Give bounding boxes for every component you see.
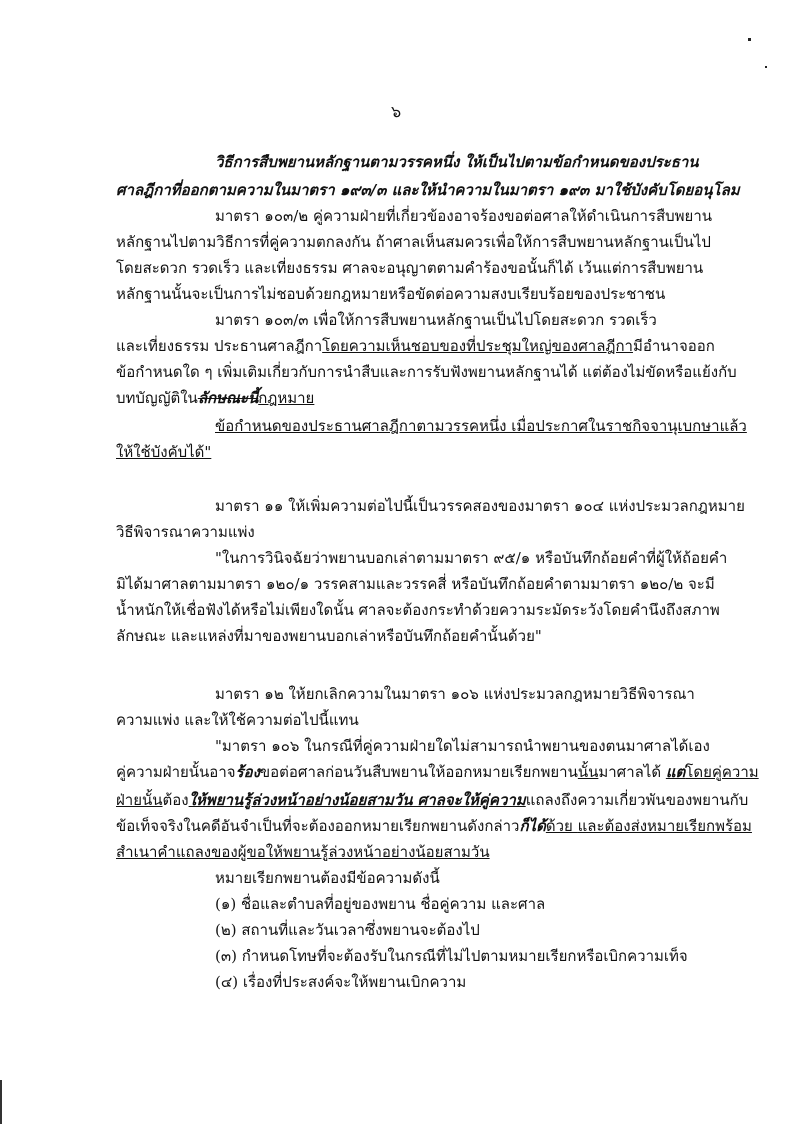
deleted-text: ลักษณะนี้ bbox=[197, 389, 259, 407]
s12-line-2: ความแพ่ง และให้ใช้ความต่อไปนี้แทน bbox=[116, 711, 359, 729]
s103-3-line-1: มาตรา ๑๐๓/๓ เพื่อให้การสืบพยานหลักฐานเป็นไปโดยสะดวก รวดเร็ว bbox=[215, 311, 657, 329]
s103-3-line-3: ข้อกำหนดใด ๆ เพิ่มเติมเกี่ยวกับการนำสืบและการรับฟังพยานหลักฐานได้ แต่ต้องไม่ขัดหรือแย้งกับ bbox=[116, 363, 737, 381]
amended-text: ให้พยานรู้ล่วงหน้าอย่างน้อยสามวัน ศาลจะให้คู่ความ bbox=[188, 791, 526, 809]
s103-2-line-4: หลักฐานนั้นจะเป็นการไม่ชอบด้วยกฎหมายหรือขัดต่อความสงบเรียบร้อยของประชาชน bbox=[116, 285, 666, 303]
s12-item-2: (๒) สถานที่และวันเวลาซึ่งพยานจะต้องไป bbox=[215, 921, 480, 939]
s12-item-3: (๓) กำหนดโทษที่จะต้องรับในกรณีที่ไม่ไปตามหมายเรียกหรือเบิกความเท็จ bbox=[215, 947, 688, 965]
s11-line-1: มาตรา ๑๑ ให้เพิ่มความต่อไปนี้เป็นวรรคสองของมาตรา ๑๐๔ แห่งประมวลกฎหมาย bbox=[215, 497, 745, 515]
scan-edge-mark bbox=[0, 1080, 2, 1124]
inserted-text: กฎหมาย bbox=[258, 389, 315, 407]
s12-line-5: ฝ่ายนั้นต้องให้พยานรู้ล่วงหน้าอย่างน้อยสามวัน ศาลจะให้คู่ความแถลงถึงความเกี่ยวพันของพยานกับ bbox=[116, 791, 749, 809]
s103-2-line-1: มาตรา ๑๐๓/๒ คู่ความฝ่ายที่เกี่ยวข้องอาจร้องขอต่อศาลให้ดำเนินการสืบพยาน bbox=[215, 207, 712, 225]
inserted-text: โดยความเห็นชอบของที่ประชุมใหญ่ของศาลฎีกา bbox=[322, 337, 633, 355]
s11-line-4: มิได้มาศาลตามมาตรา ๑๒๐/๑ วรรคสามและวรรคสี่ หรือบันทึกถ้อยคำตามมาตรา ๑๒๐/๒ จะมี bbox=[116, 575, 715, 593]
heading-line-2: ศาลฎีกาที่ออกตามความในมาตรา ๑๙๓/๓ และให้นำความในมาตรา ๑๙๓ มาใช้บังคับโดยอนุโลม bbox=[116, 181, 740, 199]
inserted-text: ร้อง bbox=[235, 763, 260, 781]
s11-line-2: วิธีพิจารณาความแพ่ง bbox=[116, 523, 255, 541]
s11-line-6: ลักษณะ และแหล่งที่มาของพยานบอกเล่าหรือบันทึกถ้อยคำนั้นด้วย" bbox=[116, 627, 542, 645]
s103-2-line-2: หลักฐานไปตามวิธีการที่คู่ความตกลงกัน ถ้าศาลเห็นสมควรเพื่อให้การสืบพยานหลักฐานเป็นไป bbox=[116, 233, 711, 251]
s12-line-3: "มาตรา ๑๐๖ ในกรณีที่คู่ความฝ่ายใดไม่สามารถนำพยานของตนมาศาลได้เอง bbox=[215, 737, 710, 755]
heading-line-1: วิธีการสืบพยานหลักฐานตามวรรคหนึ่ง ให้เป็นไปตามข้อกำหนดของประธาน bbox=[215, 153, 699, 171]
s12-item-1: (๑) ชื่อและตำบลที่อยู่ของพยาน ชื่อคู่ความ และศาล bbox=[215, 895, 546, 913]
s103-2-line-3: โดยสะดวก รวดเร็ว และเที่ยงธรรม ศาลจะอนุญาตตามคำร้องขอนั้นก็ได้ เว้นแต่การสืบพยาน bbox=[116, 259, 704, 277]
scan-speck bbox=[765, 66, 767, 68]
s12-item-4: (๔) เรื่องที่ประสงค์จะให้พยานเบิกความ bbox=[215, 973, 467, 991]
s103-3-line-5: ข้อกำหนดของประธานศาลฎีกาตามวรรคหนึ่ง เมื่อประกาศในราชกิจจานุเบกษาแล้ว bbox=[215, 417, 747, 435]
scan-speck bbox=[748, 38, 751, 41]
s12-line-4: คู่ความฝ่ายนั้นอาจร้องขอต่อศาลก่อนวันสืบพยานให้ออกหมายเรียกพยานนั้นมาศาลได้ แต่โดยคู่ความ bbox=[116, 763, 759, 781]
s12-line-1: มาตรา ๑๒ ให้ยกเลิกความในมาตรา ๑๐๖ แห่งประมวลกฎหมายวิธีพิจารณา bbox=[215, 685, 695, 703]
s12-line-6: ข้อเท็จจริงในคดีอันจำเป็นที่จะต้องออกหมายเรียกพยานดังกล่าวก็ได้ด้วย และต้องส่งหมายเรียกพร้อม bbox=[116, 817, 752, 835]
s11-line-5: น้ำหนักให้เชื่อฟังได้หรือไม่เพียงใดนั้น ศาลจะต้องกระทำด้วยความระมัดระวังโดยคำนึงถึงสภาพ bbox=[116, 601, 720, 619]
s103-3-line-4: บทบัญญัติในลักษณะนี้กฎหมาย bbox=[116, 389, 315, 407]
s103-3-line-6: ให้ใช้บังคับได้" bbox=[116, 443, 212, 461]
s103-3-line-2: และเที่ยงธรรม ประธานศาลฎีกาโดยความเห็นชอบของที่ประชุมใหญ่ของศาลฎีกามีอำนาจออก bbox=[116, 337, 715, 355]
s12-line-7: สำเนาคำแถลงของผู้ขอให้พยานรู้ล่วงหน้าอย่างน้อยสามวัน bbox=[116, 843, 490, 861]
page-number: ๖ bbox=[391, 102, 402, 121]
s12-line-8: หมายเรียกพยานต้องมีข้อความดังนี้ bbox=[215, 869, 440, 887]
s11-line-3: "ในการวินิจฉัยว่าพยานบอกเล่าตามมาตรา ๙๕/๑ หรือบันทึกถ้อยคำที่ผู้ให้ถ้อยคำ bbox=[215, 549, 728, 567]
